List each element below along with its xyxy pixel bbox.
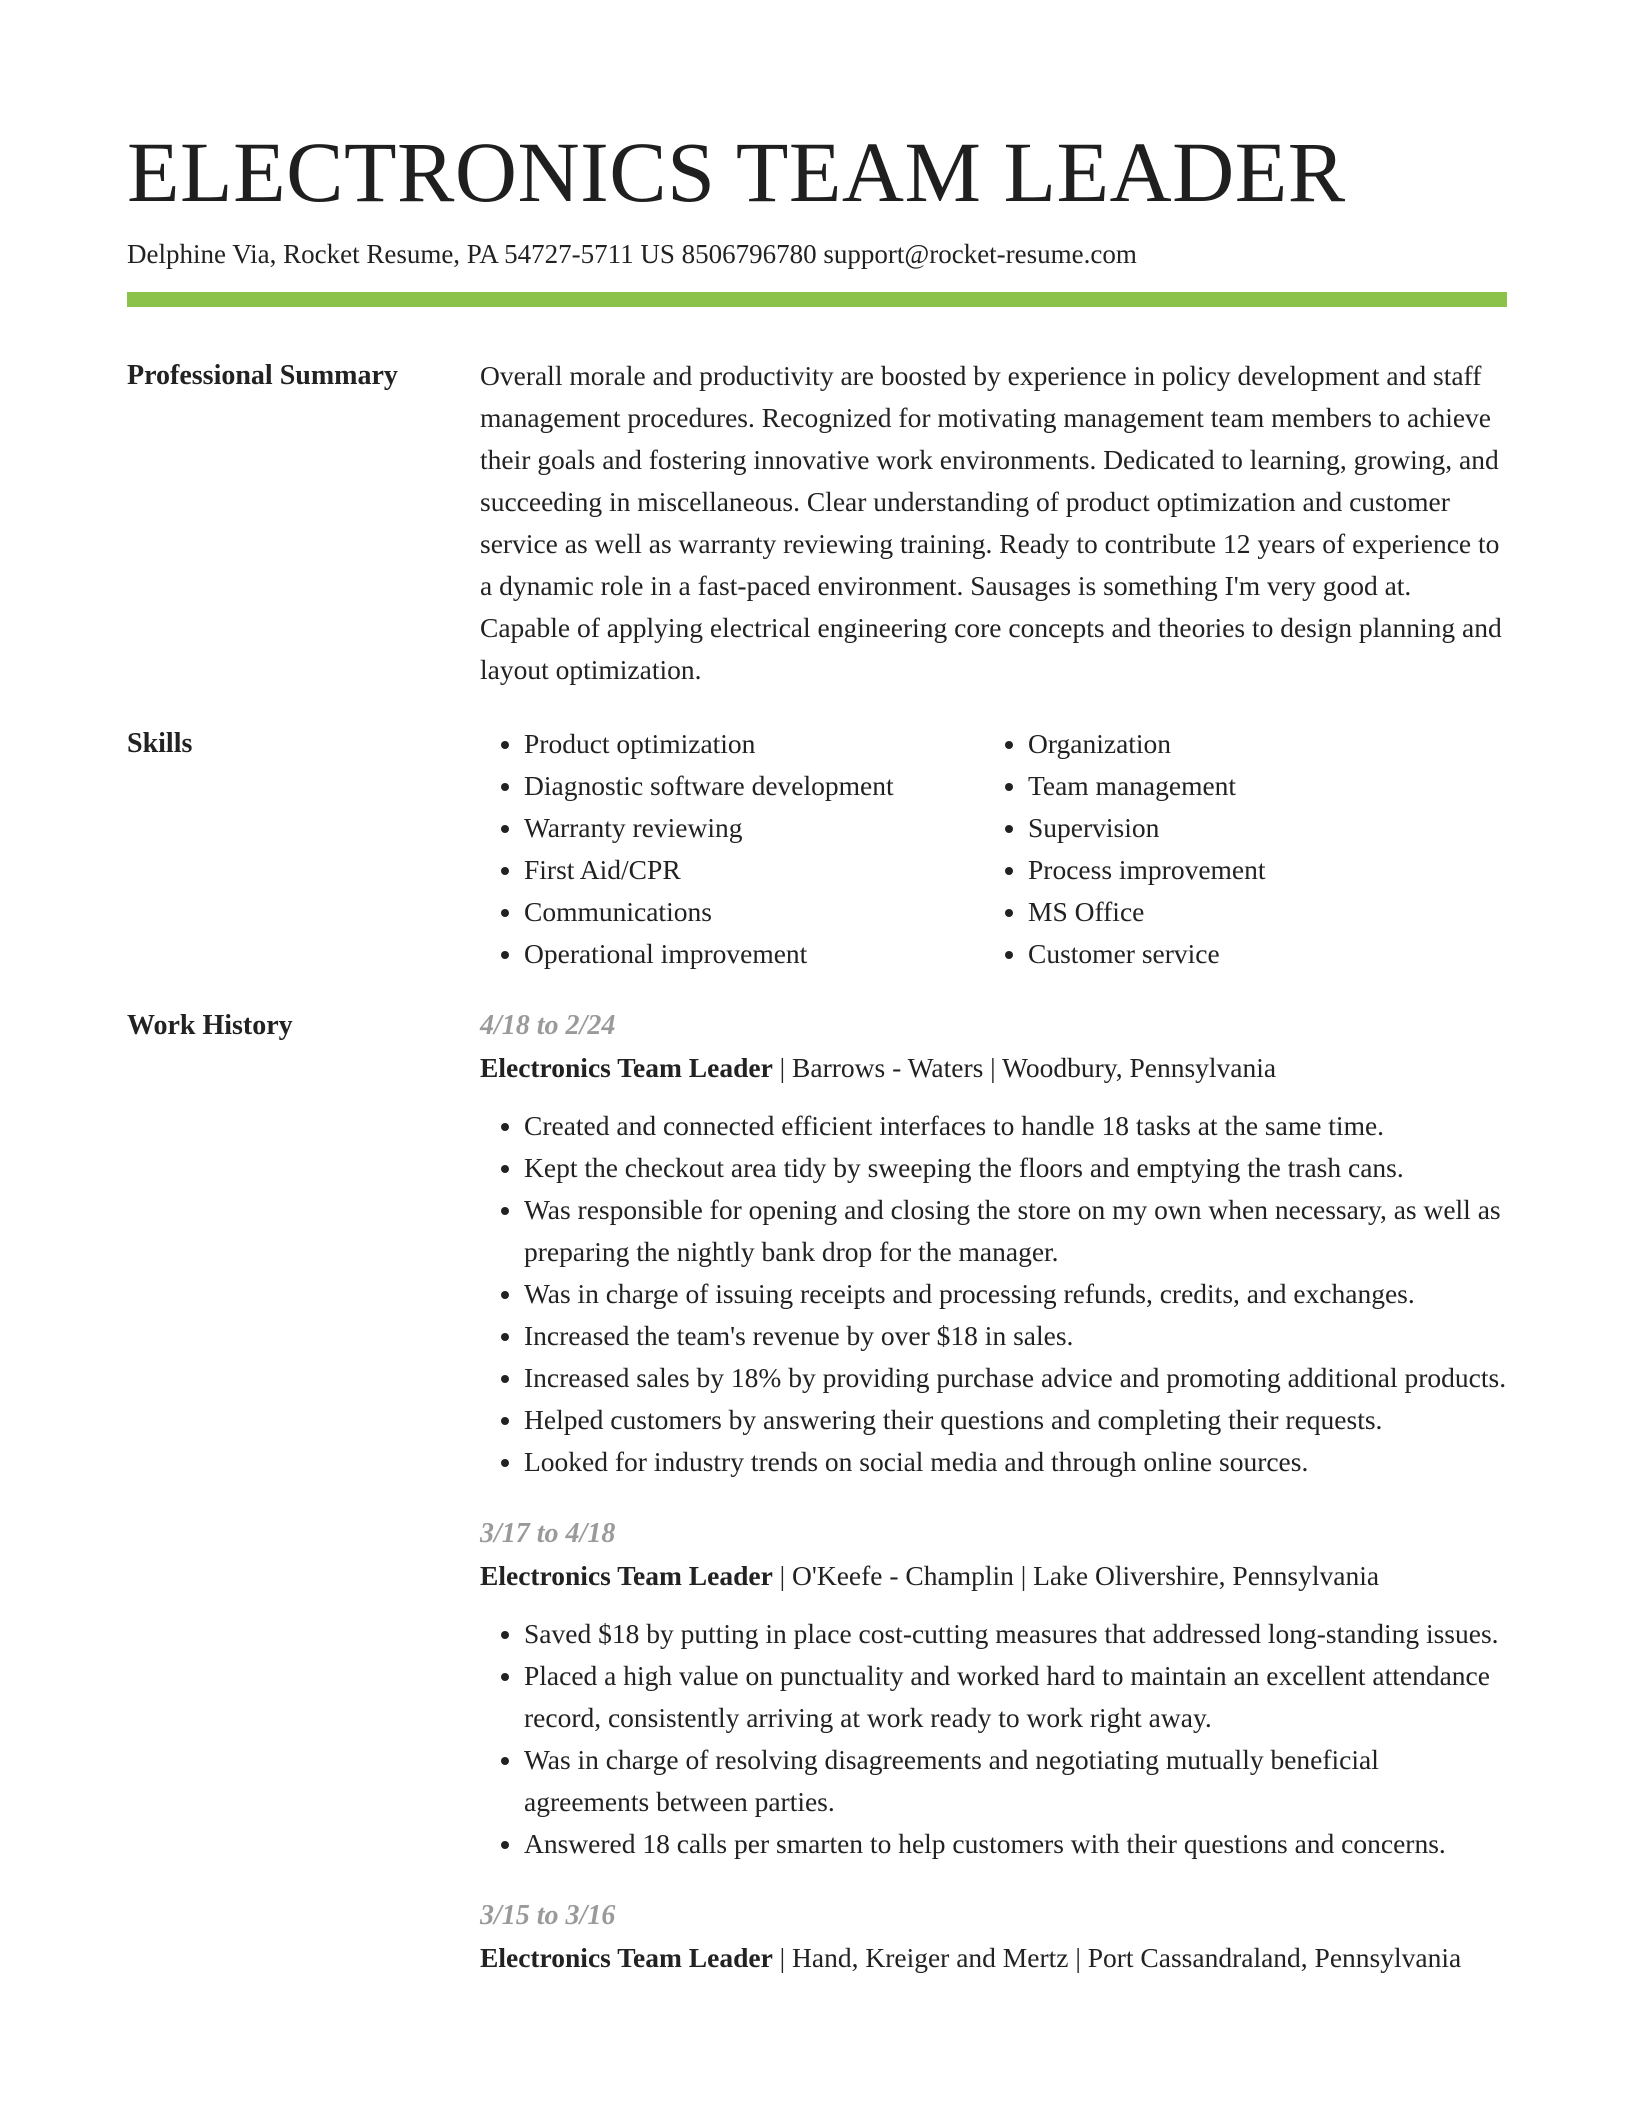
job-bullets [480, 1613, 1507, 1865]
job-bullet: • Kept the checkout area tidy by sweeping the floors and emptying the trash cans. [524, 1147, 1507, 1189]
skill-item: • Diagnostic software development [524, 765, 984, 807]
job-bullets [480, 1105, 1507, 1483]
skill-item: • Warranty reviewing [524, 807, 984, 849]
job-bullet: • Saved $18 by putting in place cost-cutting measures that addressed long-standing issues. [524, 1613, 1507, 1655]
job-title: Electronics Team Leader [480, 1942, 773, 1973]
job-bullet: • Created and connected efficient interfaces to handle 18 tasks at the same time. [524, 1105, 1507, 1147]
skill-item: • Customer service [1028, 933, 1488, 975]
skill-item: • Organization [1028, 723, 1488, 765]
skill-item: • Team management [1028, 765, 1488, 807]
job-heading [480, 1555, 1507, 1597]
job-bullet: • Increased sales by 18% by providing purchase advice and promoting additional products. [524, 1357, 1507, 1399]
section-label-summary: Professional Summary [127, 360, 398, 391]
work-history-section [127, 1005, 1507, 1995]
accent-divider [127, 292, 1507, 307]
professional-summary-section [127, 355, 1507, 691]
job-entry [480, 1513, 1507, 1865]
job-entry [480, 1895, 1507, 1979]
resume-page [127, 120, 1507, 1995]
skill-item: • Operational improvement [524, 933, 984, 975]
resume-title: ELECTRONICS TEAM LEADER [127, 124, 1346, 220]
skills-list-right [984, 723, 1488, 975]
skill-item: • Supervision [1028, 807, 1488, 849]
job-title: Electronics Team Leader [480, 1052, 773, 1083]
job-bullet: • Looked for industry trends on social media and through online sources. [524, 1441, 1507, 1483]
summary-text: Overall morale and productivity are boosted by experience in policy development and staff management procedures. Recognized for motivating management team members to achieve their goals and fostering innovative work environments. Dedicated to learning, growing, and succeeding in miscellaneous. Clear understanding of product optimization and customer service as well as warranty reviewing training. Ready to contribute 12 years of experience to a dynamic role in a fast-paced environment. Sausages is something I'm very good at. Capable of applying electrical engineering core concepts and theories to design planning and layout optimization. [480, 360, 1502, 685]
job-title: Electronics Team Leader [480, 1560, 773, 1591]
job-heading [480, 1047, 1507, 1089]
section-label-skills: Skills [127, 728, 193, 759]
job-list [480, 1005, 1507, 1995]
job-dates: 3/15 to 3/16 [480, 1900, 616, 1931]
job-dates: 3/17 to 4/18 [480, 1518, 616, 1549]
skill-item: • MS Office [1028, 891, 1488, 933]
skill-item: • First Aid/CPR [524, 849, 984, 891]
job-employer-location: | O'Keefe - Champlin | Lake Olivershire, Pennsylvania [772, 1560, 1380, 1591]
skill-item: • Process improvement [1028, 849, 1488, 891]
section-label-work: Work History [127, 1010, 293, 1041]
contact-line: Delphine Via, Rocket Resume, PA 54727-5711 US 8506796780 support@rocket-resume.com [127, 239, 1137, 269]
job-dates: 4/18 to 2/24 [480, 1010, 616, 1041]
skills-list-left [480, 723, 984, 975]
job-employer-location: | Barrows - Waters | Woodbury, Pennsylvania [772, 1052, 1277, 1083]
job-bullet: • Answered 18 calls per smarten to help customers with their questions and concerns. [524, 1823, 1507, 1865]
skills-section [127, 723, 1507, 975]
skill-item: • Product optimization [524, 723, 984, 765]
job-bullet: • Helped customers by answering their questions and completing their requests. [524, 1399, 1507, 1441]
job-bullet: • Was responsible for opening and closing the store on my own when necessary, as well as preparing the nightly bank drop for the manager. [524, 1189, 1507, 1273]
job-bullet: • Increased the team's revenue by over $18 in sales. [524, 1315, 1507, 1357]
job-entry [480, 1005, 1507, 1483]
skills-columns [480, 723, 1507, 975]
job-bullet: • Was in charge of resolving disagreements and negotiating mutually beneficial agreements between parties. [524, 1739, 1507, 1823]
skill-item: • Communications [524, 891, 984, 933]
job-bullet: • Was in charge of issuing receipts and processing refunds, credits, and exchanges. [524, 1273, 1507, 1315]
job-employer-location: | Hand, Kreiger and Mertz | Port Cassandraland, Pennsylvania [772, 1942, 1462, 1973]
job-heading [480, 1937, 1507, 1979]
job-bullet: • Placed a high value on punctuality and worked hard to maintain an excellent attendance record, consistently arriving at work ready to work right away. [524, 1655, 1507, 1739]
